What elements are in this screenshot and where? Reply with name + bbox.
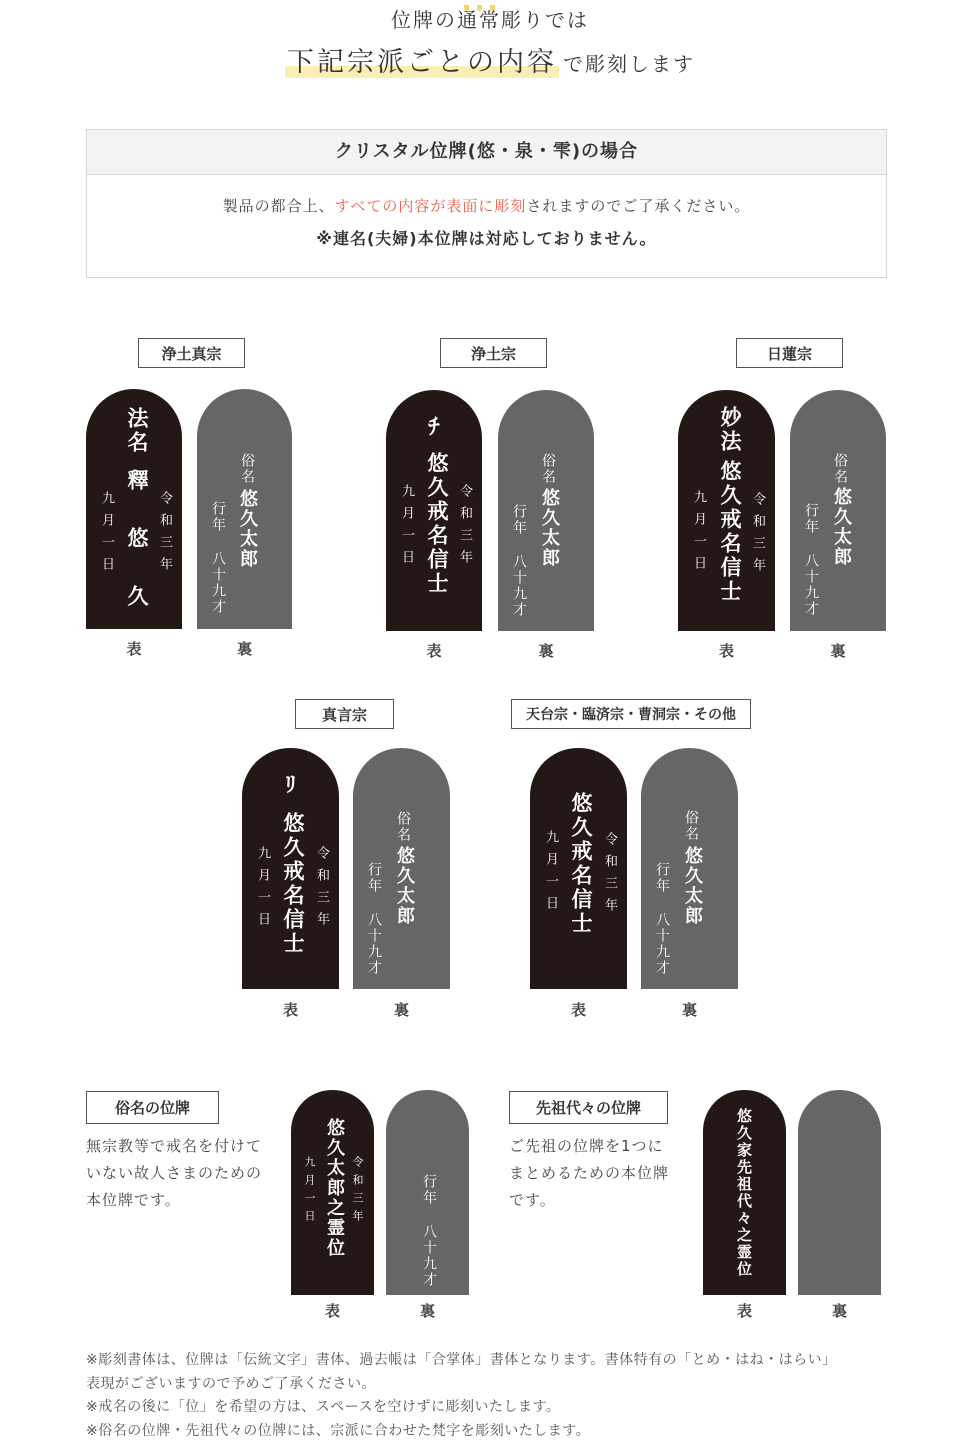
crystal-notice-title: クリスタル位牌(悠・泉・雫)の場合	[87, 130, 886, 175]
tablet-zokumyo-label: 俗名	[832, 453, 848, 485]
tablet-back-zokumyo	[386, 1090, 469, 1295]
tablet-age: 行年 八十九才	[366, 862, 382, 976]
tablet-front-shingon	[242, 748, 339, 989]
notice-text-red: すべての内容が表面に彫刻	[334, 197, 527, 215]
tablet-date-day: 九月一日	[255, 846, 270, 934]
crystal-notice-text	[87, 195, 886, 216]
tablet-age: 行年 八十九才	[421, 1174, 437, 1288]
footnotes	[86, 1349, 906, 1443]
desc-line: まとめるための本位牌	[509, 1164, 670, 1182]
tablet-front-senzo	[703, 1090, 786, 1295]
footnote: ※俗名の位牌・先祖代々の位牌には、宗派に合わせた梵字を彫刻いたします。	[86, 1422, 591, 1439]
tablet-zokumyo-name: 悠久太郎	[237, 489, 258, 569]
tablet-main-name: 悠久戒名信士	[569, 792, 594, 936]
desc-line: 無宗教等で戒名を付けて	[86, 1137, 263, 1155]
tablet-zokumyo-label: 俗名	[540, 453, 556, 485]
tablet-date-year: 令和三年	[314, 846, 329, 934]
caption-front: 表	[324, 1302, 340, 1320]
desc-line: ご先祖の位牌を1つに	[509, 1137, 664, 1155]
caption-back: 裏	[831, 1302, 847, 1320]
tablet-front-jodoshu	[386, 390, 482, 631]
caption-back: 裏	[236, 640, 252, 658]
footnote: ※彫刻書体は、位牌は「伝統文字」書体、過去帳は「合掌体」書体となります。書体特有の「とめ・はね・はらい」	[86, 1352, 837, 1368]
tablet-date-year: 令和三年	[351, 1156, 364, 1228]
notice-text-pre: 製品の都合上、	[222, 197, 335, 215]
tablet-front-zokumyo	[291, 1090, 374, 1295]
caption-back: 裏	[830, 642, 846, 660]
tablet-back-jodo-shinshu	[197, 389, 292, 629]
caption-front: 表	[282, 1001, 298, 1019]
caption-front: 表	[126, 640, 142, 658]
tablet-main-name: 釋 悠 久	[125, 469, 150, 612]
tablet-myoho: 妙法	[718, 406, 743, 454]
sect-label-jodo-shinshu: 浄土真宗	[138, 338, 245, 368]
tablet-zokumyo-label: 俗名	[683, 810, 699, 842]
crystal-notice-warning: ※連名(夫婦)本位牌は対応しておりません。	[316, 229, 657, 248]
sect-label-nichiren: 日蓮宗	[736, 338, 843, 368]
caption-front: 表	[570, 1001, 586, 1019]
tablet-zokumyo-name: 悠久太郎	[394, 846, 415, 926]
tablet-front-nichiren	[678, 390, 775, 631]
sect-label-shingon: 真言宗	[295, 699, 394, 729]
kiriku-bonji-icon: ﾁ	[428, 414, 440, 440]
tablet-date-year: 令和三年	[157, 491, 172, 579]
footnote: 表現がございますので予めご了承ください。	[86, 1375, 376, 1392]
tablet-date-day: 九月一日	[691, 490, 706, 578]
crystal-notice-box	[86, 129, 887, 278]
tablet-zokumyo-name: 悠久太郎	[831, 487, 852, 567]
tablet-zokumyo-name: 悠久太郎	[539, 488, 560, 568]
footnote: ※戒名の後に「位」を希望の方は、スペースを空けずに彫刻いたします。	[86, 1399, 561, 1415]
notice-text-post: されますのでご了承ください。	[526, 197, 751, 215]
sect-label-jodoshu: 浄土宗	[440, 338, 547, 368]
caption-back: 裏	[538, 642, 554, 660]
caption-back: 裏	[681, 1001, 697, 1019]
tablet-hogo: 法名	[125, 407, 150, 455]
zokumyo-ihai-label: 俗名の位牌	[86, 1091, 219, 1124]
caption-front: 表	[736, 1302, 752, 1320]
senzo-ihai-label: 先祖代々の位牌	[509, 1091, 668, 1124]
tablet-back-nichiren	[790, 390, 886, 631]
senzo-ihai-desc	[509, 1133, 699, 1214]
caption-back: 裏	[393, 1001, 409, 1019]
tablet-zokumyo-name: 悠久太郎	[682, 846, 703, 926]
heading-line2	[0, 40, 980, 79]
caption-front: 表	[426, 642, 442, 660]
tablet-back-shingon	[353, 748, 450, 989]
a-bonji-icon: ﾘ	[284, 772, 296, 798]
tablet-date-day: 九月一日	[99, 491, 114, 579]
tablet-front-others	[530, 748, 627, 989]
tablet-date-year: 令和三年	[750, 492, 765, 580]
heading-highlight: 下記宗派ごとの内容	[287, 47, 557, 78]
tablet-back-jodoshu	[498, 390, 594, 631]
heading-line1: 位牌の通常彫りでは	[391, 8, 589, 32]
tablet-age: 行年 八十九才	[210, 501, 226, 615]
tablet-main-name: 悠久戒名信士	[718, 460, 743, 604]
tablet-main-name: 悠久戒名信士	[281, 812, 306, 956]
tablet-back-senzo	[798, 1090, 881, 1295]
tablet-date-day: 九月一日	[543, 830, 558, 918]
zokumyo-ihai-desc	[86, 1133, 286, 1214]
tablet-zokumyo-label: 俗名	[239, 453, 255, 485]
tablet-date-year: 令和三年	[457, 484, 472, 572]
tablet-date-year: 令和三年	[602, 832, 617, 920]
tablet-age: 行年 八十九才	[803, 503, 819, 617]
tablet-zokumyo-label: 俗名	[395, 811, 411, 843]
tablet-main-name: 悠久太郎之霊位	[324, 1118, 345, 1258]
desc-line: いない故人さまのための	[86, 1164, 263, 1182]
tablet-back-others	[641, 748, 738, 989]
tablet-age: 行年 八十九才	[654, 862, 670, 976]
tablet-main-name: 悠久戒名信士	[425, 452, 450, 596]
tablet-age: 行年 八十九才	[511, 504, 527, 618]
tablet-date-day: 九月一日	[399, 484, 414, 572]
desc-line: 本位牌です。	[86, 1191, 181, 1209]
tablet-main-name: 悠久家先祖代々之霊位	[735, 1108, 753, 1278]
sect-label-others: 天台宗・臨済宗・曹洞宗・その他	[511, 699, 751, 729]
desc-line: です。	[509, 1191, 556, 1209]
heading-tail: で彫刻します	[563, 52, 695, 76]
caption-front: 表	[718, 642, 734, 660]
tablet-front-jodo-shinshu	[86, 389, 182, 629]
tablet-date-day: 九月一日	[303, 1156, 316, 1228]
caption-back: 裏	[419, 1302, 435, 1320]
